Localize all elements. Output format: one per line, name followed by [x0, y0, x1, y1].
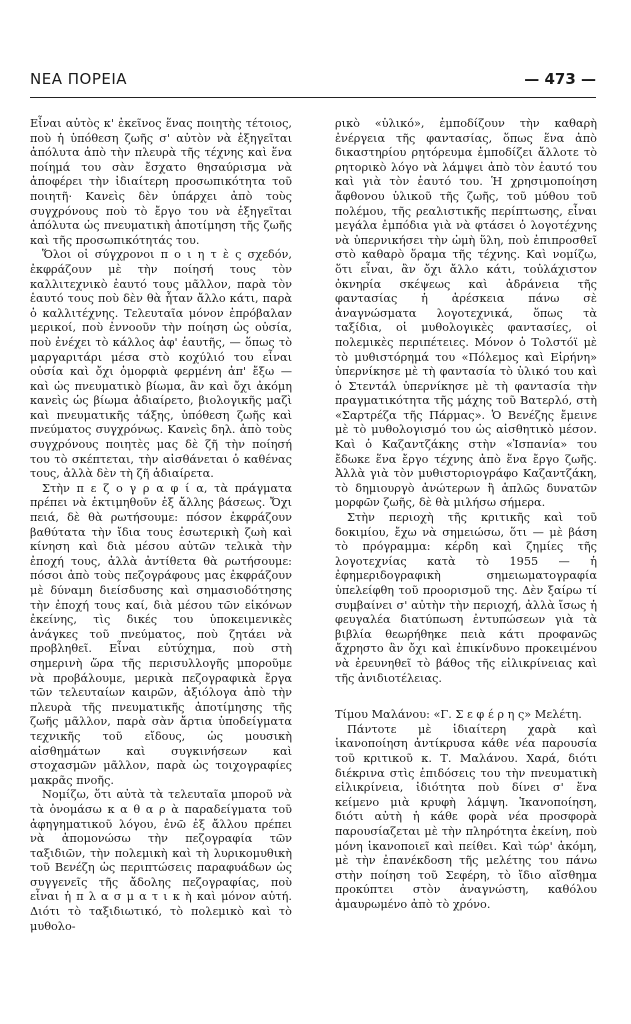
paragraph: Στὴν π ε ζ ο γ ρ α φ ί α, τὰ πράγματα πρέπει νὰ ἐκτιμηθοῦν ἐξ ἄλλης βάσεως. Ὄχι πειά, δὲ θὰ ρωτήσουμε: πόσον ἐκφράζουν βαθύτατα τὴν ἴδια τους ἐσωτερικὴ ζωὴ καὶ κίνηση καὶ διὰ μέσου αὐτῶν τελικὰ τὴν ἐποχή τους, ἀλλὰ ἀντίθετα θὰ ρωτήσουμε: πόσοι ἀπὸ τοὺς πεζογράφους μας ἐκφράζουν μὲ δύναμη διείσδυσης καὶ σημασιοδότησης τὴν ἐποχή τους καί, διὰ μέσου τῶν εἰκόνων ἐκείνης, τὶς δικές του ὑποκειμενικὲς ἀνάγκες τοῦ πνεύματος, ποὺ ζητάει νὰ προβληθεῖ. Εἶναι εὐτύχημα, ποὺ στὴ σημερινὴ ὥρα τῆς περισυλλογῆς μποροῦμε νὰ προβάλουμε, μερικὰ πεζογραφικὰ ἔργα τῶν τελευταίων καιρῶν, ἀξιόλογα ἀπὸ τὴν πλευρὰ τῆς πνευματικῆς ἀποτίμησης τῆς ζωῆς μᾶλλον, παρὰ σὰν ἄρτια ὑποδείγματα τεχνικῆς τοῦ εἴδους, ὡς μουσικὴ αἰσθημάτων καὶ συγκινήσεων καὶ στοχασμῶν μᾶλλον, παρὰ ὡς τοιχογραφίες μακρᾶς πνοῆς.	[30, 481, 292, 787]
review-heading: Τίμου Μαλάνου: «Γ. Σ ε φ έ ρ η ς» Μελέτη.	[335, 708, 582, 722]
header-rule	[30, 97, 596, 98]
paragraph: Εἶναι αὐτὸς κ' ἐκεῖνος ἕνας ποιητὴς τέτοιος, ποὺ ἡ ὑπόθεση ζωῆς σ' αὐτὸν νὰ ἐξηγεῖται ἀπόλυτα ἀπὸ τὴν πλευρὰ τῆς τέχνης καὶ ἕνα ποίημά του σὰν ἔσχατο θησαύρισμα νὰ ἀποφέρει τὴν ἰδιαίτερη προσωπικότητα τοῦ ποιητῆ· Κανεὶς δὲν ὑπάρχει ἀπὸ τοὺς συγχρόνους ποὺ τὸ ἔργο του νὰ ἐξηγεῖται ἀπόλυτα ὡς πνευματικὴ ἀποτίμηση τῆς ζωῆς καὶ τῆς προσωπικότητάς του.	[30, 117, 292, 247]
page-number: — 473 —	[524, 70, 596, 88]
review-body: Πάντοτε μὲ ἰδιαίτερη χαρὰ καὶ ἱκανοποίηση ἀντίκρυσα κάθε νέα παρουσία τοῦ κριτικοῦ κ. Τ. Μαλάνου. Χαρά, διότι διέκρινα στὶς ἐπιδόσεις του τὴν πνευματικὴ εἰλικρίνεια, ἰδιότητα ποὺ δίνει σ' ἕνα κείμενο μιὰ κρυφὴ λάμψη. Ἱκανοποίηση, διότι αὐτὴ ἡ κάθε φορὰ νέα προσφορὰ παρουσίαζεται μὲ τὴν πληρότητα ἐκείνη, ποὺ μόνη ἱκανοποιεῖ καὶ πείθει. Καὶ τώρ' ἀκόμη, μὲ τὴν ἐπανέκδοση τῆς μελέτης του πάνω στὴν ποίηση τοῦ Σεφέρη, τὸ ἴδιο αἴσθημα προκύπτει στὸν ἀναγνώστη, καθόλου ἀμαυρωμένο ἀπὸ τὸ χρόνο.	[335, 722, 597, 911]
left-column	[30, 117, 292, 934]
paragraph: Ὅλοι οἱ σύγχρονοι π ο ι η τ ὲ ς σχεδόν, ἐκφράζουν μὲ τὴν ποίησή τους τὸν καλλιτεχνικὸ ἑαυτό τους μᾶλλον, παρὰ τὸν ἑαυτό τους ποὺ δὲν θὰ ἦταν ἄλλο κάτι, παρὰ ὁ καλλιτέχνης. Τελευταῖα μόνον ἐπρόβαλαν μερικοί, ποὺ ἐννοοῦν τὴν ποίηση ὡς οὐσία, ποὺ ἐνέχει τὸ κάλλος ἀφ' ἑαυτῆς, — ὅπως τὸ μαργαριτάρι μέσα στὸ κοχύλιό του εἶναι οὐσία καὶ ὄχι ὁμορφιὰ φερμένη ἀπ' ἔξω — καὶ ὡς πνευματικὸ βίωμα, ἂν καὶ ὄχι ἀκόμη κανεὶς ὡς βίωμα ἀδιαίρετο, βιολογικῆς μαζὶ καὶ πνευματικῆς τάξης, ὑπόθεση ζωῆς καὶ πνεύματος συγχρόνως. Κανεὶς δηλ. ἀπὸ τοὺς συγχρόνους ποιητὲς μας δὲ ζῆ τὴν ποίησή του τὸ σκέπτεται, τὴν αἰσθάνεται ὁ καθένας τους, ἀλλὰ δὲν τὴ ζῆ ἀδιαίρετα.	[30, 248, 292, 481]
right-column	[335, 117, 597, 912]
paragraph: Νομίζω, ὅτι αὐτὰ τὰ τελευταῖα μποροῦ νὰ τὰ ὀνομάσω κ α θ α ρ ὰ παραδείγματα τοῦ ἀφηγηματικοῦ λόγου, ἐνῶ ἐξ ἄλλου πρέπει νὰ ἀπομονώσω τὴν πεζογραφία τῶν ταξιδιῶν, τὴν πολεμικὴ καὶ τὴ λυρικομυθικὴ τοῦ Βενέζη ὡς περιπτώσεις παραφυάδων ὡς συγγενεῖς τῆς ἄδολης πεζογραφίας, ποὺ εἶναι ἡ π λ α σ μ α τ ι κ ὴ καὶ μόνον αὐτή. Διότι τὸ ταξιδιωτικό, τὸ πολεμικὸ καὶ τὸ μυθολο-	[30, 788, 292, 933]
paragraph: ρικὸ «ὑλικό», ἐμποδίζουν τὴν καθαρὴ ἐνέργεια τῆς φαντασίας, ὅπως ἕνα ἀπὸ δικαστηρίου ρητόρευμα ἐμποδίζει ἄλλοτε τὸ ρητορικὸ λόγο νὰ λάμψει ἀπὸ τὸν ἑαυτό του καὶ γιὰ τὸν ἑαυτό του. Ἡ χρησιμοποίηση ἄφθονου ὑλικοῦ τῆς ζωῆς, τοῦ μύθου τοῦ πολέμου, τῆς ρεαλιστικῆς περίπτωσης, εἶναι μεγάλα ἐμπόδια γιὰ νὰ φτάσει ὁ λογοτέχνης νὰ ὑπερνικήσει τὴν ὠμὴ ὕλη, ποὺ ἐπιπροσθεῖ στὸ καθαρὸ ὅραμα τῆς τέχνης. Καὶ νομίζω, ὅτι εἶναι, ἂν ὄχι ἄλλο κάτι, τοὐλάχιστον ὀκνηρία σκέψεως καὶ ἀδράνεια τῆς φαντασίας ἡ ἀρέσκεια πάνω σὲ ἀναγνώσματα λογοτεχνικά, ὅπως τὰ ταξίδια, οἱ μυθολογικὲς φαντασίες, οἱ πολεμικὲς περιπέτειες. Μόνον ὁ Τολστόϊ μὲ τὸ μυθιστόρημά του «Πόλεμος καὶ Εἰρήνη» ὑπερνίκησε μὲ τὴ φαντασία τὸ ὑλικό του καὶ ὁ Στεντάλ ὑπερνίκησε μὲ τὴ φαντασία τὴν πραγματικότητα τῆς μάχης τοῦ Βατερλό, στὴ «Σαρτρέζα τῆς Πάρμας». Ὁ Βενέζης ἔμεινε μὲ τὸ μυθολογισμό του ὡς αἰσθητικὸ μέσον. Καὶ ὁ Καζαντζάκης στὴν «Ἰσπανία» του ἔδωκε ἕνα ἔργο τέχνης ἀπὸ ἕνα ἔργο ζωῆς. Ἀλλὰ γιὰ τὸν μυθιστοριογράφο Καζαντζάκη, τὸ δημιουργὸ ἀνώτερων ἢ ἁπλῶς δυνατῶν μορφῶν ζωῆς, δὲ θὰ μιλήσω σήμερα.	[335, 117, 597, 510]
paragraph: Στὴν περιοχὴ τῆς κριτικῆς καὶ τοῦ δοκιμίου, ἔχω νὰ σημειώσω, ὅτι — μὲ βάση τὸ πρόγραμμα: κέρδη καὶ ζημίες τῆς λογοτεχνίας κατὰ τὸ 1955 — ἡ ἐφημεριδογραφικὴ σημειωματογραφία ὑπελείφθη τοῦ προορισμοῦ της. Δὲν ξαίρω τί συμβαίνει σ' αὐτὴν τὴν περιοχή, ἀλλὰ ἴσως ἡ φευγαλέα διατύπωση ἐντυπώσεων γιὰ τὰ βιβλία θεωρήθηκε πειὰ κάτι προφανῶς ἄχρηστο ἂν ὄχι καὶ ἐπικίνδυνο προκειμένου νὰ ἐρευνηθεῖ τὸ βάθος τῆς εἰλικρίνειας καὶ τῆς ἀνιδιοτέλειας.	[335, 511, 597, 685]
journal-title: ΝΕΑ ΠΟΡΕΙΑ	[30, 70, 128, 88]
page-header	[30, 70, 596, 90]
